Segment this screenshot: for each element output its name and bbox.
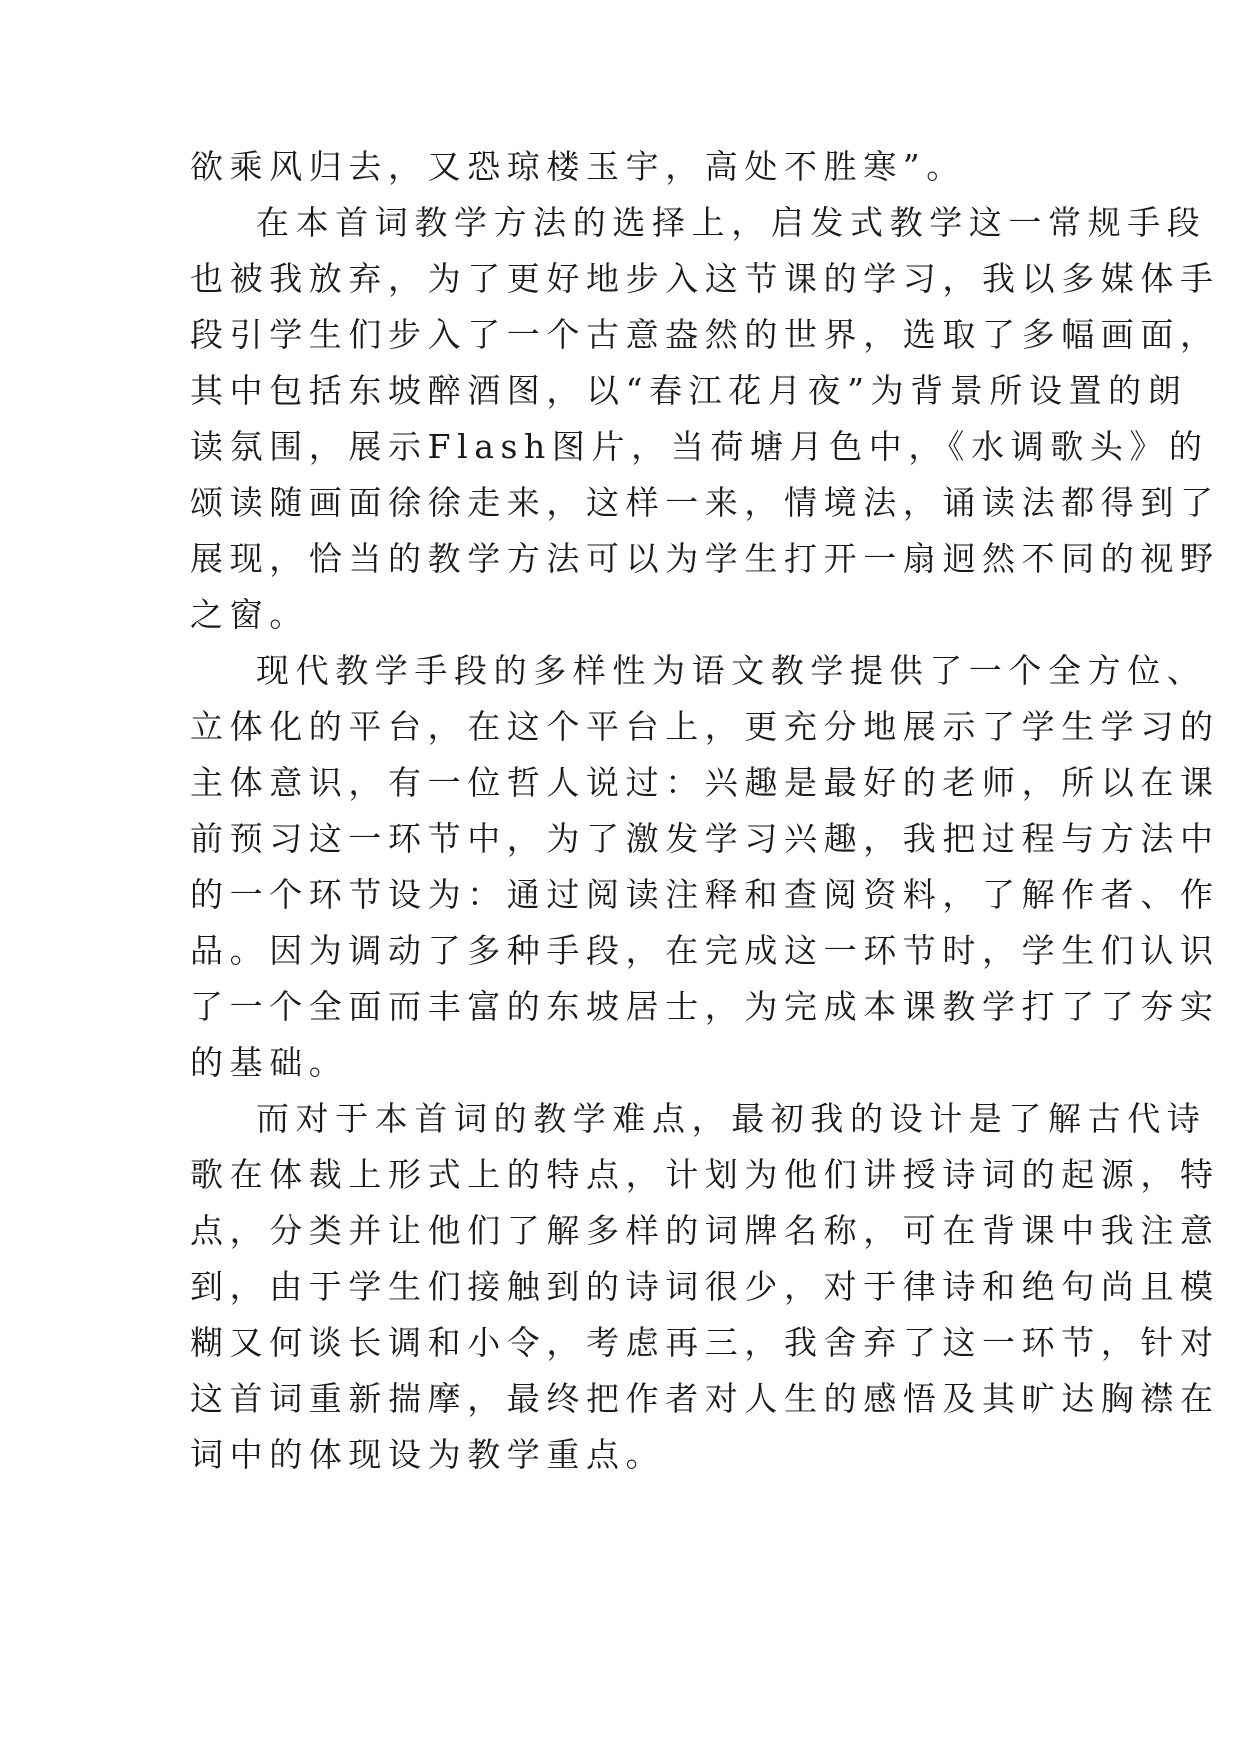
text-line: 词中的体现设为教学重点。 xyxy=(190,1435,666,1474)
text-line: 品。因为调动了多种手段，在完成这一环节时，学生们认识 xyxy=(190,931,1220,970)
text-line: 歌在体裁上形式上的特点，计划为他们讲授诗词的起源，特 xyxy=(190,1155,1220,1194)
text-line: 展现，恰当的教学方法可以为学生打开一扇迥然不同的视野 xyxy=(190,539,1220,578)
text-line: 糊又何谈长调和小令，考虑再三，我舍弃了这一环节，针对 xyxy=(190,1323,1220,1362)
text-line: 到，由于学生们接触到的诗词很少，对于律诗和绝句尚且模 xyxy=(190,1267,1220,1306)
text-line: 主体意识，有一位哲人说过：兴趣是最好的老师，所以在课 xyxy=(190,763,1220,802)
paragraph-start-line: 现代教学手段的多样性为语文教学提供了一个全方位、 xyxy=(256,651,1207,690)
text-line: 其中包括东坡醉酒图，以“春江花月夜”为背景所设置的朗 xyxy=(190,371,1188,410)
paragraph-start-line: 而对于本首词的教学难点，最初我的设计是了解古代诗 xyxy=(256,1099,1207,1138)
text-line: 之窗。 xyxy=(190,595,309,634)
text-line: 立体化的平台，在这个平台上，更充分地展示了学生学习的 xyxy=(190,707,1220,746)
text-line: 了一个全面而丰富的东坡居士，为完成本课教学打了了夯实 xyxy=(190,987,1220,1026)
text-line: 的基础。 xyxy=(190,1043,349,1082)
text-line: 点，分类并让他们了解多样的词牌名称，可在背课中我注意 xyxy=(190,1211,1220,1250)
text-line: 欲乘风归去，又恐琼楼玉宇，高处不胜寒”。 xyxy=(190,147,966,186)
text-line: 的一个环节设为：通过阅读注释和查阅资料，了解作者、作 xyxy=(190,875,1220,914)
text-line: 这首词重新揣摩，最终把作者对人生的感悟及其旷达胸襟在 xyxy=(190,1379,1220,1418)
text-line: 读氛围，展示Flash图片，当荷塘月色中，《水调歌头》的 xyxy=(190,427,1209,466)
paragraph-start-line: 在本首词教学方法的选择上，启发式教学这一常规手段 xyxy=(256,203,1207,242)
text-line: 也被我放弃，为了更好地步入这节课的学习，我以多媒体手 xyxy=(190,259,1220,298)
text-line: 前预习这一环节中，为了激发学习兴趣，我把过程与方法中 xyxy=(190,819,1220,858)
text-line: 颂读随画面徐徐走来，这样一来，情境法，诵读法都得到了 xyxy=(190,483,1220,522)
text-line: 段引学生们步入了一个古意盎然的世界，选取了多幅画面， xyxy=(190,315,1220,354)
